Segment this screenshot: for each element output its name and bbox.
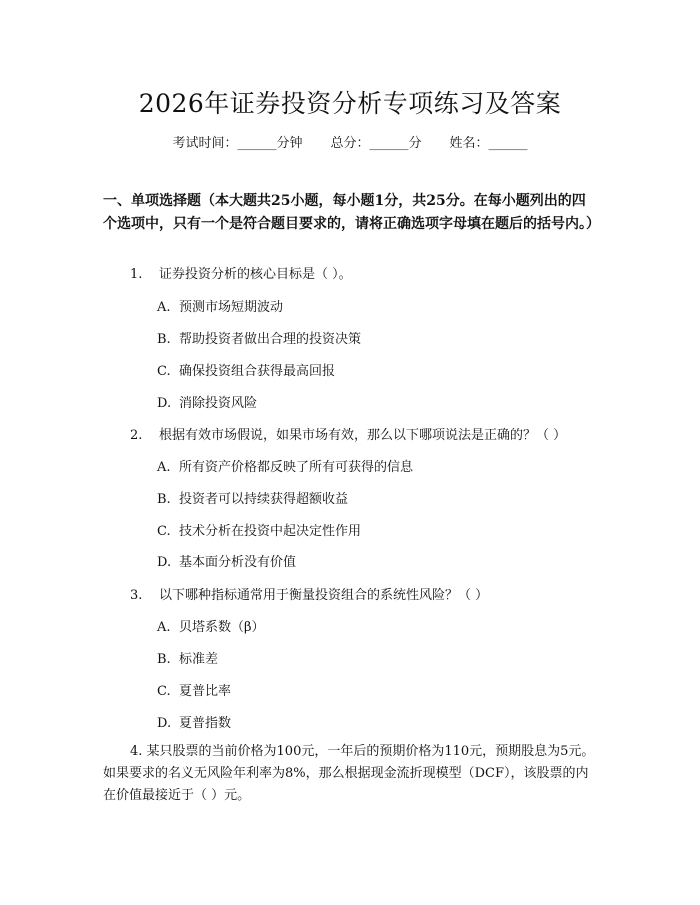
question-3 bbox=[130, 584, 488, 603]
exam-time-field: 考试时间：______分钟 bbox=[172, 136, 303, 151]
option-letter: B. bbox=[157, 492, 171, 507]
question-number: 1. bbox=[130, 267, 143, 282]
option-text: 投资者可以持续获得超额收益 bbox=[179, 492, 349, 507]
option-letter: A. bbox=[157, 460, 171, 475]
option-1d bbox=[157, 392, 257, 411]
exam-info bbox=[0, 132, 700, 151]
option-letter: D. bbox=[157, 396, 172, 411]
option-text: 消除投资风险 bbox=[179, 396, 258, 411]
option-text: 技术分析在投资中起决定性作用 bbox=[179, 524, 362, 539]
option-text: 所有资产价格都反映了所有可获得的信息 bbox=[179, 460, 414, 475]
option-1a bbox=[157, 296, 283, 315]
option-text: 标准差 bbox=[179, 652, 219, 667]
question-1 bbox=[130, 263, 352, 282]
option-letter: A. bbox=[157, 300, 171, 315]
option-text: 夏普指数 bbox=[179, 716, 232, 731]
total-score-field: 总分：______分 bbox=[330, 136, 422, 151]
option-2a bbox=[157, 456, 413, 475]
page-title: 2026年证券投资分析专项练习及答案 bbox=[138, 89, 562, 118]
option-letter: C. bbox=[157, 524, 171, 539]
option-2b bbox=[157, 488, 348, 507]
question-4: 4. 某只股票的当前价格为100元，一年后的预期价格为110元，预期股息为5元。如果要求的名义无风险年利率为8%，那么根据现金流折现模型（DCF），该股票的内在价值最接近于（ ）元。 bbox=[103, 744, 595, 803]
option-1c bbox=[157, 360, 335, 379]
question-number: 3. bbox=[130, 588, 143, 603]
option-letter: B. bbox=[157, 652, 171, 667]
option-3b bbox=[157, 648, 218, 667]
option-3d bbox=[157, 712, 231, 731]
option-letter: A. bbox=[157, 620, 171, 635]
option-text: 帮助投资者做出合理的投资决策 bbox=[179, 332, 362, 347]
question-text: 根据有效市场假说，如果市场有效，那么以下哪项说法是正确的？（ ） bbox=[159, 428, 567, 443]
option-text: 基本面分析没有价值 bbox=[179, 555, 297, 570]
option-letter: B. bbox=[157, 332, 171, 347]
option-2d bbox=[157, 551, 296, 570]
name-field: 姓名：______ bbox=[449, 136, 528, 151]
question-number: 2. bbox=[130, 428, 143, 443]
option-1b bbox=[157, 328, 361, 347]
option-letter: C. bbox=[157, 684, 171, 699]
option-letter: D. bbox=[157, 555, 172, 570]
question-text: 以下哪种指标通常用于衡量投资组合的系统性风险？（ ） bbox=[159, 588, 489, 603]
question-2 bbox=[130, 424, 566, 443]
option-letter: D. bbox=[157, 716, 172, 731]
option-2c bbox=[157, 520, 361, 539]
question-text: 证券投资分析的核心目标是（ ）。 bbox=[159, 267, 352, 282]
option-text: 确保投资组合获得最高回报 bbox=[179, 364, 336, 379]
option-text: 贝塔系数（β） bbox=[179, 620, 265, 635]
option-3c bbox=[157, 680, 231, 699]
section-heading: 一、单项选择题（本大题共25小题，每小题1分，共25分。在每小题列出的四个选项中，只有一个是符合题目要求的，请将正确选项字母填在题后的括号内。） bbox=[103, 193, 600, 232]
option-text: 预测市场短期波动 bbox=[179, 300, 284, 315]
option-3a bbox=[157, 616, 265, 635]
option-text: 夏普比率 bbox=[179, 684, 232, 699]
option-letter: C. bbox=[157, 364, 171, 379]
